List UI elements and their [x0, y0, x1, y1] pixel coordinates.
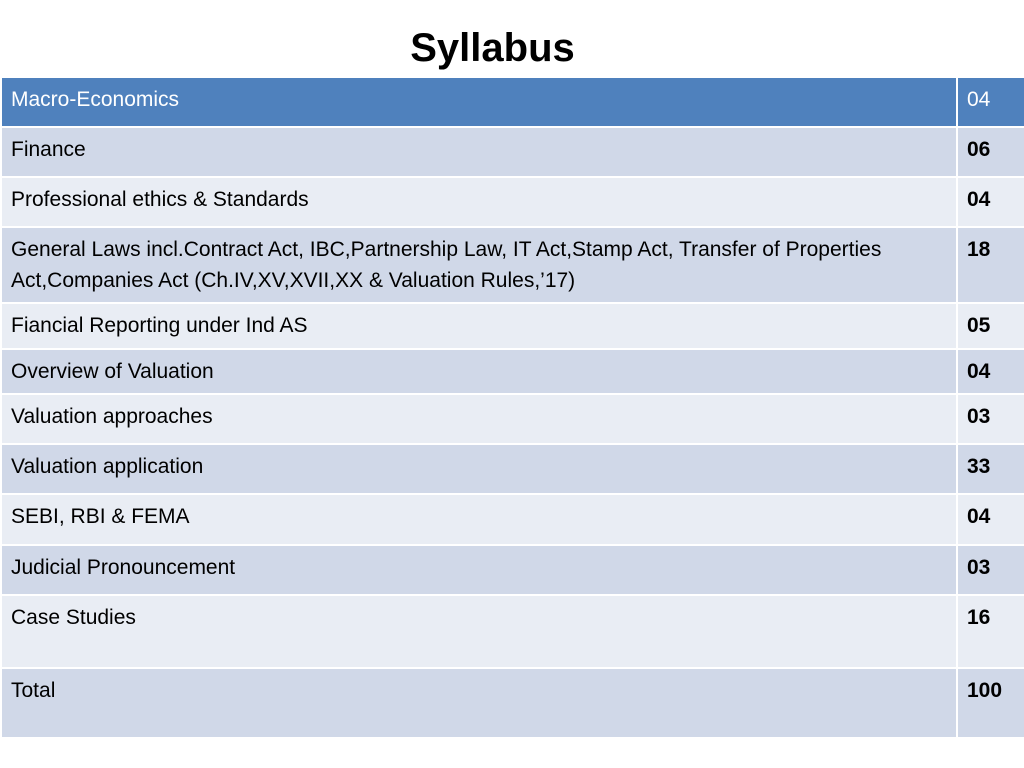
table-row — [1, 349, 1024, 394]
table-row — [1, 444, 1024, 494]
subject-cell: Judicial Pronouncement — [1, 545, 957, 595]
marks-cell: 04 — [957, 177, 1024, 227]
subject-cell: Professional ethics & Standards — [1, 177, 957, 227]
subject-cell: Finance — [1, 127, 957, 177]
subject-cell: Fiancial Reporting under Ind AS — [1, 303, 957, 349]
table-row — [1, 494, 1024, 545]
table-row — [1, 227, 1024, 303]
marks-cell: 04 — [957, 494, 1024, 545]
table-row — [1, 545, 1024, 595]
table-header-row — [1, 77, 1024, 127]
table-total-row — [1, 668, 1024, 738]
table-row — [1, 177, 1024, 227]
subject-cell: Case Studies — [1, 595, 957, 668]
marks-cell: 33 — [957, 444, 1024, 494]
table-row — [1, 394, 1024, 444]
table-row — [1, 127, 1024, 177]
table-row — [1, 303, 1024, 349]
marks-cell: 05 — [957, 303, 1024, 349]
subject-cell: SEBI, RBI & FEMA — [1, 494, 957, 545]
total-marks-cell: 100 — [957, 668, 1024, 738]
marks-cell: 16 — [957, 595, 1024, 668]
total-label-cell: Total — [1, 668, 957, 738]
marks-cell: 04 — [957, 349, 1024, 394]
subject-cell: Valuation approaches — [1, 394, 957, 444]
subject-cell: Overview of Valuation — [1, 349, 957, 394]
marks-cell: 06 — [957, 127, 1024, 177]
marks-cell: 03 — [957, 545, 1024, 595]
page-title: Syllabus — [410, 26, 575, 70]
subject-cell: General Laws incl.Contract Act, IBC,Partnership Law, IT Act,Stamp Act, Transfer of Properties Act,Companies Act (Ch.IV,XV,XVII,XX & Valuation Rules,’17) — [1, 227, 957, 303]
header-marks-cell: 04 — [957, 77, 1024, 127]
marks-cell: 18 — [957, 227, 1024, 303]
marks-cell: 03 — [957, 394, 1024, 444]
subject-cell: Valuation application — [1, 444, 957, 494]
table-row — [1, 595, 1024, 668]
header-subject-cell: Macro-Economics — [1, 77, 957, 127]
syllabus-table — [0, 76, 1024, 739]
